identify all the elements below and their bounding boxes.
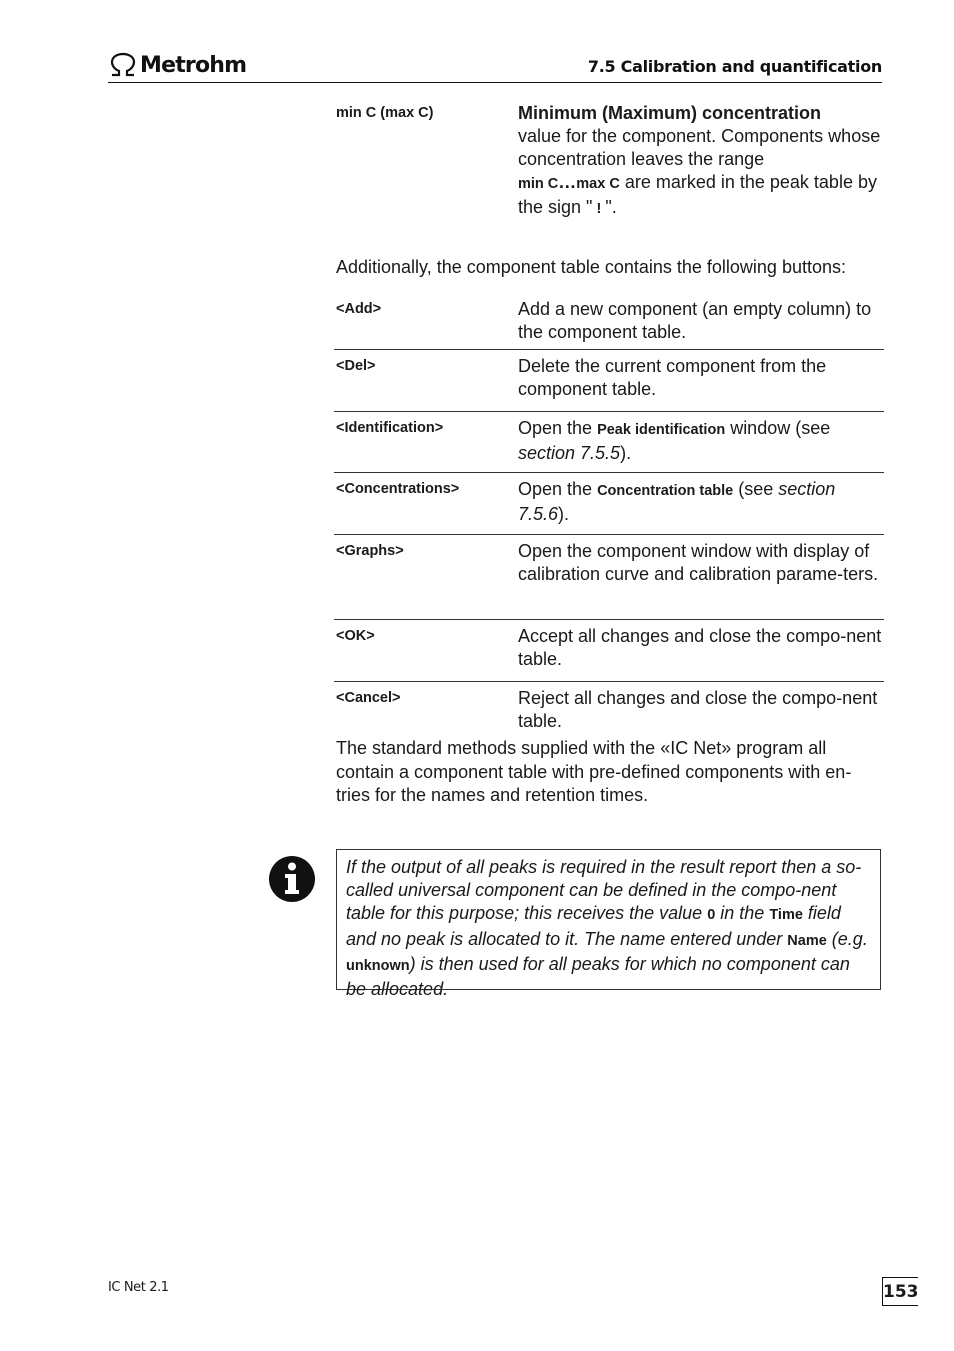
definition-row	[336, 102, 884, 221]
row-divider	[334, 472, 884, 473]
info-icon	[268, 855, 316, 903]
button-description: Open the Peak identification window (see section 7.5.5).	[518, 418, 831, 463]
intro-paragraph: Additionally, the component table contains the following buttons:	[336, 257, 846, 277]
brand-logo	[108, 52, 246, 78]
button-term: <Cancel>	[336, 690, 401, 706]
table-row	[336, 417, 884, 465]
table-row	[336, 355, 884, 401]
button-term: <Identification>	[336, 420, 444, 436]
info-note: If the output of all peaks is required in the result report then a so-called universal component can be defined in the compo-nent table for this purpose; this receives the value 0 in the Time field and no peak is allocated to it. The name entered under Name (e.g. unknown) is then used for all peaks for which no component can be allocated.	[336, 849, 881, 990]
button-term: <Add>	[336, 301, 382, 317]
keyword-time: Time	[769, 907, 803, 924]
button-term: <Graphs>	[336, 543, 404, 559]
definition-text-3: ".	[605, 197, 617, 217]
button-description: Add a new component (an empty column) to the component table.	[518, 299, 872, 342]
row-divider	[334, 619, 884, 620]
omega-icon	[108, 52, 138, 78]
section-reference: section 7.5.5	[518, 443, 621, 463]
definition-text-2: are marked in the peak table by the sign "	[518, 172, 877, 217]
keyword-min-c: min C	[518, 176, 559, 192]
keyword-peak-identification: Peak identification	[597, 422, 726, 438]
row-divider	[334, 534, 884, 535]
definition-title: Minimum (Maximum) concentration	[518, 103, 822, 123]
keyword-sign: !	[592, 201, 606, 217]
page-number: 153	[882, 1277, 918, 1306]
keyword-concentration-table: Concentration table	[597, 483, 734, 499]
button-term: <Del>	[336, 358, 376, 374]
logo-text: Metrohm	[140, 52, 247, 78]
table-row	[336, 298, 884, 344]
keyword-max-c: max C	[576, 176, 620, 192]
keyword-ellipsis: …	[558, 172, 577, 192]
standard-methods-paragraph: The standard methods supplied with the «IC Net» program all contain a component table with pre-defined components with en-tries for the names and retention times.	[336, 738, 852, 805]
table-row	[336, 540, 884, 586]
keyword-unknown: unknown	[346, 957, 410, 974]
keyword-name: Name	[787, 932, 827, 949]
button-description: Open the Concentration table (see section 7.5.6).	[518, 479, 836, 524]
button-description: Open the component window with display of calibration curve and calibration parame-ters.	[518, 541, 879, 584]
button-term: <Concentrations>	[336, 481, 460, 497]
button-term: <OK>	[336, 628, 375, 644]
header-divider	[108, 82, 882, 83]
row-divider	[334, 411, 884, 412]
footer-product: IC Net 2.1	[108, 1280, 169, 1295]
keyword-zero: 0	[707, 907, 716, 924]
definition-term: min C (max C)	[336, 105, 434, 121]
row-divider	[334, 681, 884, 682]
definition-description	[518, 102, 884, 221]
button-description: Reject all changes and close the compo-nent table.	[518, 688, 878, 731]
row-divider	[334, 349, 884, 350]
button-description: Accept all changes and close the compo-nent table.	[518, 626, 882, 669]
definition-text: value for the component. Components whose concentration leaves the range	[518, 126, 881, 169]
table-row	[336, 478, 884, 526]
section-reference: section 7.5.6	[518, 479, 836, 524]
table-row	[336, 687, 884, 733]
chapter-title: 7.5 Calibration and quantification	[587, 57, 882, 76]
table-row	[336, 625, 884, 671]
button-description: Delete the current component from the component table.	[518, 356, 827, 399]
